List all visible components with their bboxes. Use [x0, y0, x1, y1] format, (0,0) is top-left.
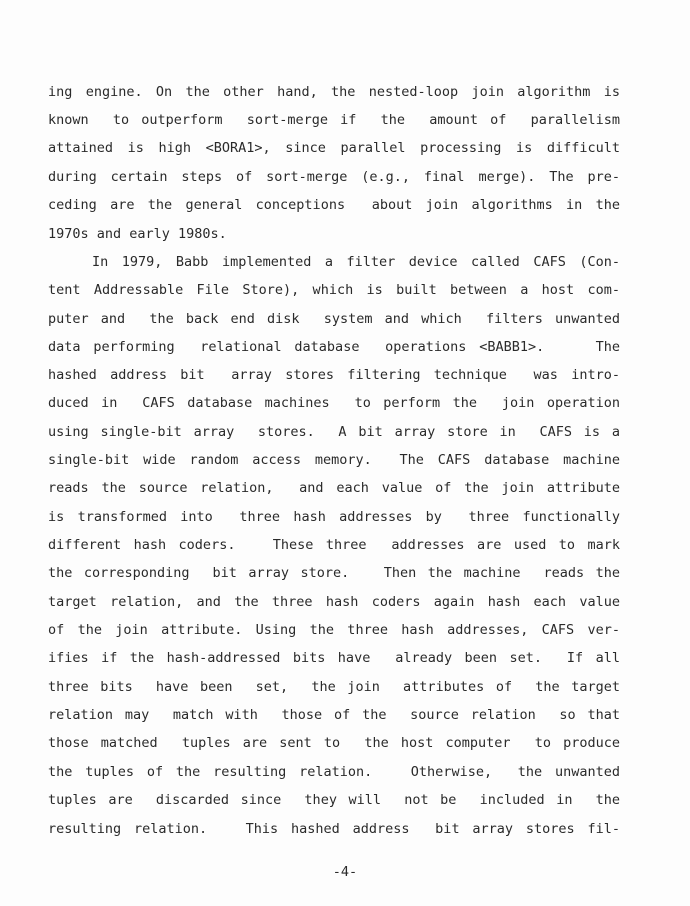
text-line: different hash coders. These three addresses are used to mark [48, 537, 620, 553]
page-number: -4- [332, 864, 358, 880]
text-line: the tuples of the resulting relation. Otherwise, the unwanted [48, 764, 620, 780]
text-line: data performing relational database operations <BABB1>. The [48, 339, 620, 355]
text-line: ceding are the general conceptions about join algorithms in the [48, 197, 620, 213]
text-line: relation may match with those of the source relation so that [48, 707, 620, 723]
text-line: resulting relation. This hashed address bit array stores fil- [48, 821, 620, 837]
text-line: ifies if the hash-addressed bits have already been set. If all [48, 650, 620, 666]
text-line: duced in CAFS database machines to perform the join operation [48, 395, 620, 411]
text-line: the corresponding bit array store. Then the machine reads the [48, 565, 620, 581]
text-line: those matched tuples are sent to the host computer to produce [48, 735, 620, 751]
text-line: known to outperform sort-merge if the amount of parallelism [48, 112, 620, 128]
text-line: tent Addressable File Store), which is built between a host com- [48, 282, 620, 298]
text-line: three bits have been set, the join attributes of the target [48, 679, 620, 695]
text-line: of the join attribute. Using the three hash addresses, CAFS ver- [48, 622, 620, 638]
text-line: reads the source relation, and each value of the join attribute [48, 480, 620, 496]
text-line: is transformed into three hash addresses by three functionally [48, 509, 620, 525]
paragraph-first-line: In 1979, Babb implemented a filter device called CAFS (Con- [92, 254, 620, 270]
text-line: 1970s and early 1980s. [48, 226, 227, 242]
text-line: using single-bit array stores. A bit array store in CAFS is a [48, 424, 620, 440]
text-line: target relation, and the three hash coders again hash each value [48, 594, 620, 610]
text-line: puter and the back end disk system and which filters unwanted [48, 311, 620, 327]
text-line: attained is high <BORA1>, since parallel processing is difficult [48, 140, 620, 156]
text-line: during certain steps of sort-merge (e.g., final merge). The pre- [48, 169, 620, 185]
text-line: single-bit wide random access memory. The CAFS database machine [48, 452, 620, 468]
text-line: hashed address bit array stores filtering technique was intro- [48, 367, 620, 383]
text-line: ing engine. On the other hand, the nested-loop join algorithm is [48, 84, 620, 100]
text-line: tuples are discarded since they will not be included in the [48, 792, 620, 808]
